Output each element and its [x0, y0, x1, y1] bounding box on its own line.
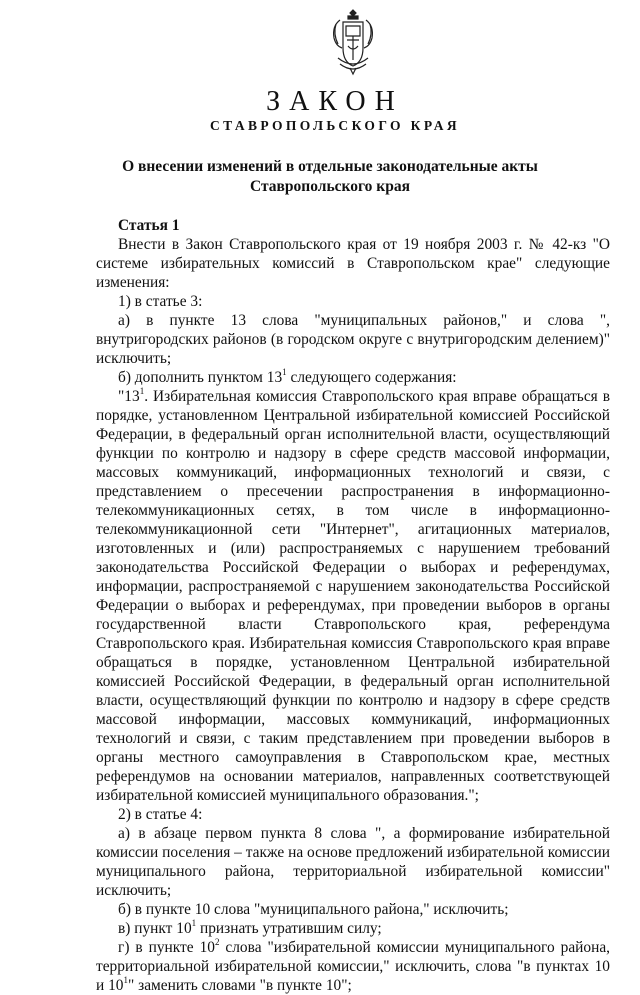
- paragraph-2b: б) в пункте 10 слова "муниципального района," исключить;: [118, 901, 509, 918]
- article-label: Статья 1: [118, 217, 180, 234]
- p1b-superscript: 1: [282, 366, 287, 377]
- p2g-text-end: " заменить словами "в пункте 10";: [127, 977, 352, 994]
- p2g-superscript-2: 1: [123, 974, 128, 985]
- coat-of-arms-emblem: [330, 6, 376, 80]
- paragraph-1: 1) в статье 3:: [118, 293, 203, 310]
- paragraph-2g: [96, 938, 610, 995]
- paragraph-1a: а) в пункте 13 слова "муниципальных районов," и слова ", внутригородских районов (в городском округе с внутригородским делением)" исключить;: [96, 312, 610, 367]
- paragraph-intro: Внести в Закон Ставропольского края от 19 ноября 2003 г. № 42-кз "О системе избирательных комиссий в Ставропольском крае" следующие изменения:: [96, 236, 610, 291]
- paragraph-2v: [96, 919, 610, 938]
- law-subtitle: СТАВРОПОЛЬСКОГО КРАЯ: [209, 118, 461, 133]
- p2g-text: г) в пункте 10: [118, 939, 215, 956]
- paragraph-1b: [96, 368, 610, 387]
- law-title: ЗАКОН: [266, 86, 404, 117]
- heading-line-2: Ставропольского края: [250, 178, 410, 195]
- paragraph-quote: [96, 387, 610, 805]
- p1b-text: б) дополнить пунктом 13: [118, 369, 283, 386]
- document-heading: [0, 157, 640, 197]
- quote-superscript: 1: [139, 385, 145, 396]
- paragraph-2: 2) в статье 4:: [118, 806, 203, 823]
- p2v-text: в) пункт 10: [118, 920, 192, 937]
- heading-line-1: О внесении изменений в отдельные законодательные акты: [122, 158, 538, 175]
- p2v-superscript: 1: [191, 917, 197, 928]
- paragraph-2a: а) в абзаце первом пункта 8 слова ", а формирование избирательной комиссии поселения – также на основе предложений избирательной комиссии муниципального района, территориальной избирательной комиссии" исключить;: [96, 825, 610, 899]
- p2g-text-mid: слова "избирательной комиссии муниципального района, территориальной избирательной комиссии," исключить, слова "в пунктах 10 и 10: [96, 939, 610, 994]
- quote-text: "13: [118, 388, 140, 405]
- p1b-text-end: следующего содержания:: [286, 369, 457, 386]
- quote-text-end: . Избирательная комиссия Ставропольского края вправе обращаться в порядке, установленном Центральной избирательной комиссией Российской Федерации, в федеральный орган исполнительной власти, осуществляющий функции по контролю и надзору в сфере средств массовой информации, массовых коммуникаций, информационных технологий и связи, с представлением о пресечении распространения в информационно-телекоммуникационных сетях, в том числе в информационно-телекоммуникационной сети "Интернет", агитационных материалов, изготовленных и (или) распространяемых с нарушением требований законодательства Российской Федерации о выборах и референдумах, информации, распространяемой с нарушением законодательства Российской Федерации о выборах и референдумах, при проведении выборов в органы государственной власти Ставропольского края, референдума Ставропольского края. Избирательная комиссия Ставропольского края вправе обращаться в порядке, установленном Центральной избирательной комиссией Российской Федерации, в федеральный орган исполнительной власти, осуществляющий функции по контролю и надзору в сфере средств массовой информации, массовых коммуникаций, информационных технологий и связи, с таким представлением при проведении выборов в органы местного самоуправления в Ставропольском крае, местных референдумов на основании материалов, направленных соответствующей избирательной комиссией муниципального образования.";: [96, 388, 610, 804]
- p2g-superscript: 2: [214, 936, 220, 947]
- p2v-text-end: признать утратившим силу;: [196, 920, 382, 937]
- document-body: [96, 216, 610, 995]
